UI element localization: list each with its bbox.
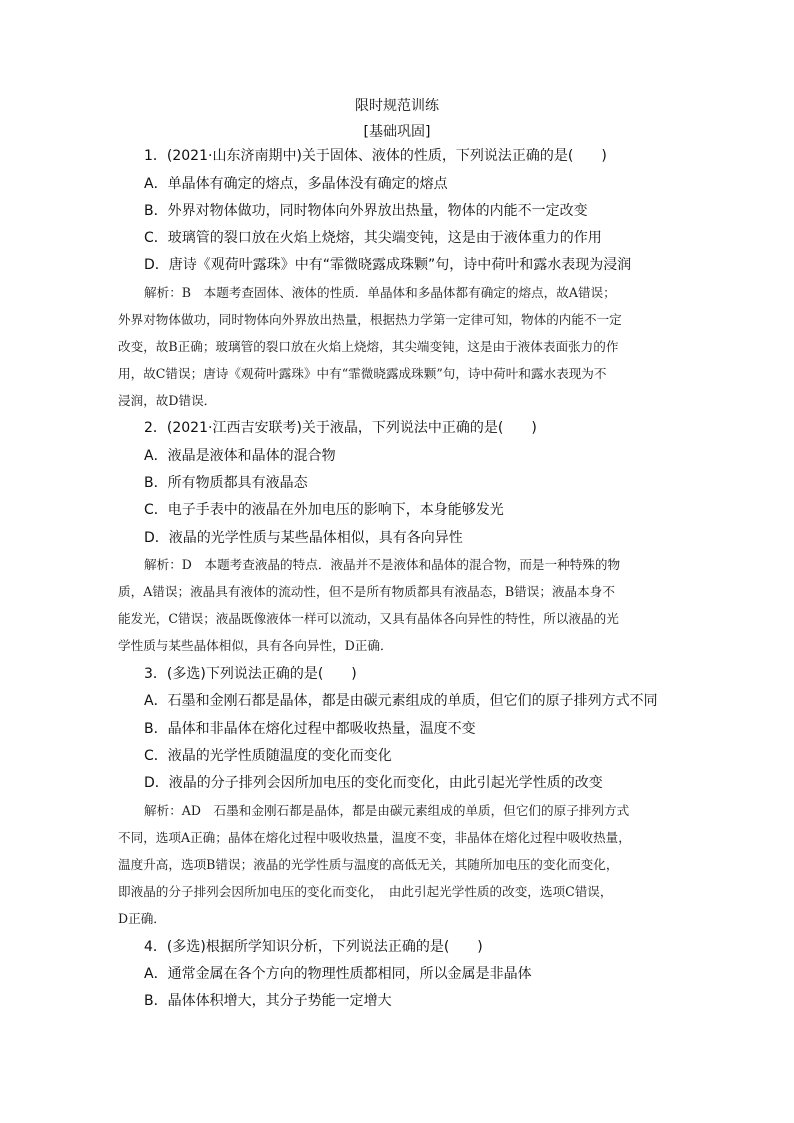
question-2-option-b: B．所有物质都具有液晶态 bbox=[144, 475, 308, 491]
page-title: 限时规范训练 bbox=[355, 98, 439, 114]
question-2-explanation-line: 质，A错误；液晶具有液体的流动性，但不是所有物质都具有液晶态，B错误；液晶本身不 bbox=[118, 584, 615, 599]
question-2-explanation-line: 能发光，C错误；液晶既像液体一样可以流动，又具有晶体各向异性的特性，所以液晶的光 bbox=[118, 611, 619, 626]
question-1-option-c: C．玻璃管的裂口放在火焰上烧熔，其尖端变钝，这是由于液体重力的作用 bbox=[144, 230, 602, 246]
question-3-option-d: D．液晶的分子排列会因所加电压的变化而变化，由此引起光学性质的改变 bbox=[144, 775, 603, 791]
question-1-explanation-line: 改变，故B正确；玻璃管的裂口放在火焰上烧熔，其尖端变钝，这是由于液体表面张力的作 bbox=[118, 339, 619, 354]
question-2-option-a: A．液晶是液体和晶体的混合物 bbox=[144, 448, 336, 464]
question-3-option-a: A．石墨和金刚石都是晶体，都是由碳元素组成的单质，但它们的原子排列方式不同 bbox=[144, 693, 658, 709]
question-1-explanation-line: 外界对物体做功，同时物体向外界放出热量，根据热力学第一定律可知，物体的内能不一定 bbox=[118, 312, 622, 327]
question-3-explanation-line: 温度升高，选项B错误；液晶的光学性质与温度的高低无关，其随所加电压的变化而变化， bbox=[118, 857, 619, 872]
question-1-option-b: B．外界对物体做功，同时物体向外界放出热量，物体的内能不一定改变 bbox=[144, 203, 588, 219]
question-2-option-c: C．电子手表中的液晶在外加电压的影响下，本身能够发光 bbox=[144, 502, 504, 518]
question-3-stem: 3．(多选)下列说法正确的是( ) bbox=[144, 666, 357, 682]
question-3-option-c: C．液晶的光学性质随温度的变化而变化 bbox=[144, 748, 392, 764]
question-4-option-b: B．晶体体积增大，其分子势能一定增大 bbox=[144, 993, 392, 1009]
question-2-explanation-line: 解析：D 本题考查液晶的特点．液晶并不是液体和晶体的混合物，而是一种特殊的物 bbox=[144, 557, 621, 572]
question-1-explanation-line: 用，故C错误；唐诗《观荷叶露珠》中有“霏微晓露成珠颗”句，诗中荷叶和露水表现为不 bbox=[118, 366, 607, 381]
question-3-explanation-line: D正确． bbox=[118, 911, 166, 926]
question-3-explanation-line: 解析：AD 石墨和金刚石都是晶体，都是由碳元素组成的单质，但它们的原子排列方式 bbox=[144, 803, 630, 818]
question-3-explanation-line: 即液晶的分子排列会因所加电压的变化而变化， 由此引起光学性质的改变，选项C错误， bbox=[118, 884, 613, 899]
question-3-option-b: B．晶体和非晶体在熔化过程中都吸收热量，温度不变 bbox=[144, 721, 476, 737]
question-1-option-d: D．唐诗《观荷叶露珠》中有“霏微晓露成珠颗”句，诗中荷叶和露水表现为浸润 bbox=[144, 257, 632, 273]
question-2-explanation-line: 学性质与某些晶体相似，具有各向异性，D正确． bbox=[118, 638, 393, 653]
question-2-option-d: D．液晶的光学性质与某些晶体相似，具有各向异性 bbox=[144, 530, 463, 546]
question-1-stem: 1．(2021·山东济南期中)关于固体、液体的性质，下列说法正确的是( ) bbox=[144, 148, 607, 164]
question-4-stem: 4．(多选)根据所学知识分析，下列说法正确的是( ) bbox=[144, 939, 483, 955]
question-1-explanation-line: 解析：B 本题考查固体、液体的性质．单晶体和多晶体都有确定的熔点，故A错误； bbox=[144, 285, 616, 300]
question-1-explanation-line: 浸润，故D错误． bbox=[118, 393, 217, 408]
question-3-explanation-line: 不同，选项A正确；晶体在熔化过程中吸收热量，温度不变，非晶体在熔化过程中吸收热量， bbox=[118, 830, 631, 845]
section-heading: [基础巩固] bbox=[363, 124, 431, 140]
question-4-option-a: A．通常金属在各个方向的物理性质都相同，所以金属是非晶体 bbox=[144, 966, 532, 982]
question-1-option-a: A．单晶体有确定的熔点，多晶体没有确定的熔点 bbox=[144, 176, 448, 192]
question-2-stem: 2．(2021·江西吉安联考)关于液晶，下列说法中正确的是( ) bbox=[144, 420, 537, 436]
